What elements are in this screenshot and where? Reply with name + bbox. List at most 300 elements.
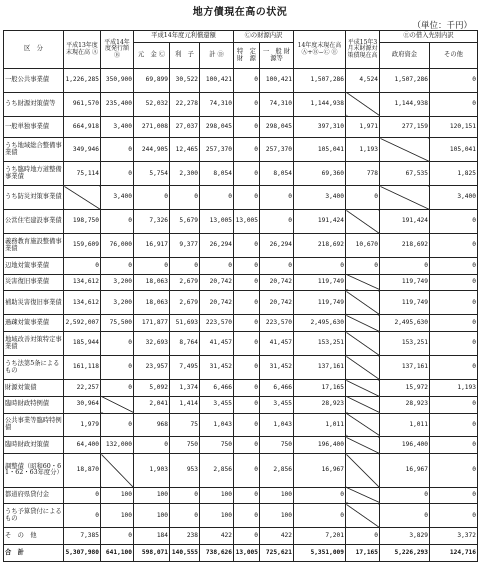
cell-balance-h14: 16,967 (294, 454, 346, 488)
cell-redemption-total: 100 (200, 504, 234, 528)
cell-other-lender: 0 (430, 437, 478, 454)
row-label: 辺地対策事業債 (4, 257, 64, 274)
row-label: うち財源対策債等 (4, 92, 64, 116)
cell-interest: 238 (170, 528, 200, 545)
cell-balance-h13: 22,257 (64, 380, 101, 397)
cell-balance-h14: 69,360 (294, 162, 346, 186)
table-row (4, 92, 478, 116)
cell-redemption-total: 41,457 (200, 332, 234, 356)
header-special-source: 特 定 財 源 (234, 43, 260, 69)
cell-redemption-total: 2,856 (200, 454, 234, 488)
cell-balance-h13: 5,307,980 (64, 545, 101, 562)
cell-special-source: 0 (234, 138, 260, 162)
cell-redemption-total: 0 (200, 257, 234, 274)
row-label: そ の 他 (4, 528, 64, 545)
cell-h15-measures: 1,971 (346, 116, 380, 138)
cell-issued-h14 (101, 454, 134, 488)
cell-other-lender: 0 (430, 274, 478, 291)
cell-principal: 18,063 (134, 274, 170, 291)
cell-special-source: 0 (234, 274, 260, 291)
cell-special-source: 0 (234, 487, 260, 504)
cell-balance-h13: 0 (64, 487, 101, 504)
cell-gov-funds: 0 (380, 504, 430, 528)
cell-other-lender: 0 (430, 454, 478, 488)
table-row (4, 138, 478, 162)
cell-redemption-total: 74,310 (200, 92, 234, 116)
cell-other-lender: 0 (430, 332, 478, 356)
cell-gov-funds: 16,967 (380, 454, 430, 488)
header-other: その他 (430, 43, 478, 69)
cell-gov-funds: 1,507,286 (380, 69, 430, 93)
cell-balance-h13: 961,570 (64, 92, 101, 116)
cell-principal: 184 (134, 528, 170, 545)
row-label: 災害復旧事業債 (4, 274, 64, 291)
cell-interest: 0 (170, 487, 200, 504)
cell-redemption-total: 20,742 (200, 274, 234, 291)
cell-redemption-total: 1,043 (200, 413, 234, 437)
cell-h15-measures: 17,165 (346, 545, 380, 562)
cell-special-source: 0 (234, 234, 260, 258)
cell-redemption-total: 100,421 (200, 69, 234, 93)
cell-general-source: 100 (260, 487, 294, 504)
cell-gov-funds: 3,829 (380, 528, 430, 545)
cell-issued-h14: 75,500 (101, 315, 134, 332)
cell-general-source: 257,370 (260, 138, 294, 162)
cell-balance-h14: 137,161 (294, 356, 346, 380)
row-label: 地域改善対策特定事業債 (4, 332, 64, 356)
header-general-source: 一 般 財源等 (260, 43, 294, 69)
cell-principal: 100 (134, 504, 170, 528)
cell-balance-h14: 3,400 (294, 186, 346, 210)
cell-general-source: 750 (260, 437, 294, 454)
cell-balance-h14: 196,400 (294, 437, 346, 454)
cell-general-source: 26,294 (260, 234, 294, 258)
cell-principal: 16,917 (134, 234, 170, 258)
cell-h15-measures (346, 332, 380, 356)
cell-gov-funds: 1,011 (380, 413, 430, 437)
cell-h15-measures: 0 (346, 186, 380, 210)
cell-balance-h13: 0 (64, 504, 101, 528)
cell-other-lender: 120,151 (430, 116, 478, 138)
cell-principal: 18,063 (134, 291, 170, 315)
cell-issued-h14: 3,400 (101, 116, 134, 138)
cell-gov-funds: 0 (380, 487, 430, 504)
table-row (4, 274, 478, 291)
table-row (4, 291, 478, 315)
row-label: 公営住宅建設事業債 (4, 210, 64, 234)
cell-special-source: 0 (234, 504, 260, 528)
page-title: 地方債現在高の状況 (192, 7, 288, 18)
cell-interest: 140,555 (170, 545, 200, 562)
cell-h15-measures (346, 504, 380, 528)
cell-special-source: 13,005 (234, 210, 260, 234)
cell-redemption-total: 20,742 (200, 291, 234, 315)
table-row (4, 380, 478, 397)
cell-special-source: 0 (234, 69, 260, 93)
cell-balance-h14: 153,251 (294, 332, 346, 356)
cell-principal: 968 (134, 413, 170, 437)
row-label: 臨時財政対策債 (4, 437, 64, 454)
cell-balance-h14: 5,351,009 (294, 545, 346, 562)
cell-other-lender: 0 (430, 291, 478, 315)
cell-interest: 1,374 (170, 380, 200, 397)
row-label: 財源対策債 (4, 380, 64, 397)
cell-h15-measures (346, 274, 380, 291)
cell-general-source: 41,457 (260, 332, 294, 356)
cell-other-lender: 0 (430, 356, 478, 380)
row-label: うち防災対策事業債 (4, 186, 64, 210)
cell-balance-h13: 161,118 (64, 356, 101, 380)
cell-balance-h14: 7,201 (294, 528, 346, 545)
cell-other-lender: 0 (430, 487, 478, 504)
cell-redemption-total: 257,370 (200, 138, 234, 162)
cell-gov-funds (380, 186, 430, 210)
cell-issued-h14: 132,000 (101, 437, 134, 454)
cell-redemption-total: 422 (200, 528, 234, 545)
cell-principal: 0 (134, 186, 170, 210)
cell-gov-funds: 218,692 (380, 234, 430, 258)
cell-interest: 2,679 (170, 274, 200, 291)
cell-redemption-total: 223,570 (200, 315, 234, 332)
unit-label: （単位：千円） (412, 21, 472, 31)
cell-balance-h13: 349,946 (64, 138, 101, 162)
table-row (4, 186, 478, 210)
cell-other-lender: 0 (430, 504, 478, 528)
cell-gov-funds: 137,161 (380, 356, 430, 380)
cell-interest: 27,037 (170, 116, 200, 138)
cell-other-lender: 0 (430, 396, 478, 413)
row-label: 過疎対策事業債 (4, 315, 64, 332)
cell-balance-h13: 0 (64, 257, 101, 274)
cell-gov-funds: 0 (380, 257, 430, 274)
cell-gov-funds: 119,749 (380, 291, 430, 315)
cell-h15-measures: 0 (346, 528, 380, 545)
row-label: うち予算貸付によるもの (4, 504, 64, 528)
cell-redemption-total: 0 (200, 186, 234, 210)
cell-other-lender: 105,041 (430, 138, 478, 162)
cell-balance-h13: 198,750 (64, 210, 101, 234)
cell-principal: 598,071 (134, 545, 170, 562)
cell-redemption-total: 298,045 (200, 116, 234, 138)
table-row (4, 332, 478, 356)
row-label: 義務教育施設整備事業債 (4, 234, 64, 258)
cell-interest: 0 (170, 504, 200, 528)
header-interest: 利 子 (170, 43, 200, 69)
cell-issued-h14: 76,000 (101, 234, 134, 258)
cell-redemption-total: 6,466 (200, 380, 234, 397)
cell-h15-measures (346, 437, 380, 454)
table-row (4, 356, 478, 380)
cell-interest: 953 (170, 454, 200, 488)
cell-issued-h14: 0 (101, 413, 134, 437)
cell-gov-funds: 67,535 (380, 162, 430, 186)
cell-other-lender: 3,372 (430, 528, 478, 545)
header-balance-h13: 平成13年度末現在高 Ⓐ (64, 31, 101, 69)
row-label: 調整債（昭和60・61・62・63年度分） (4, 454, 64, 488)
cell-other-lender: 0 (430, 234, 478, 258)
row-label: 合 計 (4, 545, 64, 562)
cell-balance-h14: 2,495,630 (294, 315, 346, 332)
cell-issued-h14: 3,200 (101, 274, 134, 291)
cell-general-source: 1,043 (260, 413, 294, 437)
row-label: 一般単独事業債 (4, 116, 64, 138)
cell-interest: 22,278 (170, 92, 200, 116)
cell-gov-funds: 191,424 (380, 210, 430, 234)
cell-balance-h13 (64, 186, 101, 210)
cell-general-source: 422 (260, 528, 294, 545)
cell-special-source: 0 (234, 116, 260, 138)
cell-balance-h13: 18,870 (64, 454, 101, 488)
cell-balance-h14: 119,749 (294, 291, 346, 315)
cell-special-source: 0 (234, 528, 260, 545)
cell-general-source: 223,570 (260, 315, 294, 332)
cell-issued-h14: 3,400 (101, 186, 134, 210)
cell-special-source: 0 (234, 396, 260, 413)
cell-h15-measures (346, 396, 380, 413)
table-row (4, 162, 478, 186)
table-row (4, 454, 478, 488)
table-row (4, 116, 478, 138)
header-h15-measures: 平成15年3月末財源対策債現在高 (346, 31, 380, 69)
cell-principal: 171,877 (134, 315, 170, 332)
cell-balance-h14: 191,424 (294, 210, 346, 234)
cell-gov-funds: 5,226,293 (380, 545, 430, 562)
cell-balance-h13: 134,612 (64, 291, 101, 315)
cell-balance-h13: 1,226,285 (64, 69, 101, 93)
cell-general-source: 20,742 (260, 274, 294, 291)
cell-principal: 0 (134, 257, 170, 274)
cell-h15-measures (346, 413, 380, 437)
bond-balance-table (3, 30, 478, 562)
cell-interest: 12,465 (170, 138, 200, 162)
row-label: うち法第5条によるもの (4, 356, 64, 380)
cell-general-source: 2,856 (260, 454, 294, 488)
cell-interest: 0 (170, 257, 200, 274)
cell-issued-h14: 0 (101, 210, 134, 234)
cell-general-source: 3,455 (260, 396, 294, 413)
cell-h15-measures (346, 291, 380, 315)
cell-balance-h14: 218,692 (294, 234, 346, 258)
header-source-group: Ⓒの財源内訳 (234, 31, 294, 43)
cell-other-lender: 0 (430, 69, 478, 93)
cell-balance-h13: 64,400 (64, 437, 101, 454)
cell-interest: 2,300 (170, 162, 200, 186)
cell-gov-funds: 15,972 (380, 380, 430, 397)
cell-special-source: 0 (234, 454, 260, 488)
cell-balance-h13: 664,918 (64, 116, 101, 138)
table-row (4, 528, 478, 545)
cell-general-source: 0 (260, 257, 294, 274)
cell-interest: 9,377 (170, 234, 200, 258)
cell-special-source: 0 (234, 291, 260, 315)
row-label: うち臨時地方道整備事業債 (4, 162, 64, 186)
cell-principal: 5,754 (134, 162, 170, 186)
cell-redemption-total: 3,455 (200, 396, 234, 413)
cell-interest: 75 (170, 413, 200, 437)
cell-principal: 32,693 (134, 332, 170, 356)
cell-h15-measures: 0 (346, 257, 380, 274)
header-lender-group: Ⓔの借入先別内訳 (380, 31, 478, 43)
cell-interest: 750 (170, 437, 200, 454)
row-label: うち地域総合整備事業債 (4, 138, 64, 162)
cell-special-source: 0 (234, 162, 260, 186)
cell-gov-funds: 277,159 (380, 116, 430, 138)
cell-balance-h14: 28,923 (294, 396, 346, 413)
cell-special-source: 0 (234, 332, 260, 356)
cell-balance-h13: 1,979 (64, 413, 101, 437)
cell-interest: 1,414 (170, 396, 200, 413)
cell-redemption-total: 13,005 (200, 210, 234, 234)
cell-issued-h14: 235,400 (101, 92, 134, 116)
cell-general-source: 8,054 (260, 162, 294, 186)
cell-principal: 0 (134, 437, 170, 454)
cell-balance-h13: 134,612 (64, 274, 101, 291)
cell-balance-h13: 2,592,007 (64, 315, 101, 332)
cell-general-source: 725,621 (260, 545, 294, 562)
cell-principal: 7,326 (134, 210, 170, 234)
cell-balance-h14: 1,011 (294, 413, 346, 437)
cell-balance-h13: 75,114 (64, 162, 101, 186)
cell-redemption-total: 100 (200, 487, 234, 504)
cell-principal: 1,903 (134, 454, 170, 488)
cell-redemption-total: 738,626 (200, 545, 234, 562)
cell-redemption-total: 750 (200, 437, 234, 454)
cell-issued-h14: 0 (101, 138, 134, 162)
cell-special-source: 0 (234, 380, 260, 397)
cell-interest: 5,679 (170, 210, 200, 234)
cell-general-source: 100 (260, 504, 294, 528)
cell-principal: 5,092 (134, 380, 170, 397)
cell-interest: 8,764 (170, 332, 200, 356)
cell-general-source: 298,045 (260, 116, 294, 138)
cell-balance-h14: 1,144,938 (294, 92, 346, 116)
cell-h15-measures (346, 315, 380, 332)
cell-issued-h14: 0 (101, 380, 134, 397)
cell-other-lender: 3,400 (430, 186, 478, 210)
cell-h15-measures (346, 487, 380, 504)
cell-issued-h14: 641,100 (101, 545, 134, 562)
cell-h15-measures: 1,193 (346, 138, 380, 162)
cell-gov-funds: 2,495,630 (380, 315, 430, 332)
cell-balance-h14: 0 (294, 504, 346, 528)
cell-issued-h14: 0 (101, 332, 134, 356)
cell-special-source: 0 (234, 315, 260, 332)
cell-principal: 23,957 (134, 356, 170, 380)
cell-special-source: 0 (234, 257, 260, 274)
header-balance-h14: 14年度末現在高 Ⓐ+Ⓑ−Ⓒ Ⓔ (294, 31, 346, 69)
cell-principal: 100 (134, 487, 170, 504)
cell-issued-h14: 0 (101, 162, 134, 186)
cell-principal: 244,905 (134, 138, 170, 162)
cell-other-lender: 124,716 (430, 545, 478, 562)
cell-interest: 30,522 (170, 69, 200, 93)
cell-h15-measures (346, 356, 380, 380)
table-row (4, 487, 478, 504)
cell-redemption-total: 26,294 (200, 234, 234, 258)
cell-general-source: 0 (260, 210, 294, 234)
cell-other-lender: 0 (430, 257, 478, 274)
cell-balance-h14: 1,507,286 (294, 69, 346, 93)
cell-principal: 69,899 (134, 69, 170, 93)
row-label: 臨時財政特例債 (4, 396, 64, 413)
total-row (4, 545, 478, 562)
table-row (4, 413, 478, 437)
cell-gov-funds: 196,400 (380, 437, 430, 454)
cell-gov-funds (380, 138, 430, 162)
table-row (4, 437, 478, 454)
table-row (4, 257, 478, 274)
cell-issued-h14: 0 (101, 257, 134, 274)
cell-gov-funds: 119,749 (380, 274, 430, 291)
cell-gov-funds: 153,251 (380, 332, 430, 356)
cell-special-source: 0 (234, 413, 260, 437)
cell-general-source: 100,421 (260, 69, 294, 93)
cell-interest: 51,693 (170, 315, 200, 332)
cell-balance-h14: 397,310 (294, 116, 346, 138)
header-principal: 元 金 Ⓒ (134, 43, 170, 69)
row-label: 公共事業等臨時特例債 (4, 413, 64, 437)
cell-balance-h13: 30,964 (64, 396, 101, 413)
cell-issued-h14: 100 (101, 504, 134, 528)
cell-other-lender: 1,825 (430, 162, 478, 186)
cell-interest: 2,679 (170, 291, 200, 315)
cell-balance-h14: 105,041 (294, 138, 346, 162)
header-issued-h14: 平成14年度発行額 Ⓑ (101, 31, 134, 69)
cell-balance-h14: 0 (294, 257, 346, 274)
cell-general-source: 0 (260, 186, 294, 210)
cell-other-lender: 0 (430, 92, 478, 116)
cell-special-source: 0 (234, 356, 260, 380)
cell-other-lender: 1,193 (430, 380, 478, 397)
header-gov-funds: 政府資金 (380, 43, 430, 69)
cell-interest: 0 (170, 186, 200, 210)
cell-h15-measures (346, 454, 380, 488)
cell-general-source: 74,310 (260, 92, 294, 116)
cell-balance-h13: 7,385 (64, 528, 101, 545)
cell-special-source: 0 (234, 92, 260, 116)
table-row (4, 315, 478, 332)
cell-balance-h14: 17,165 (294, 380, 346, 397)
cell-issued-h14: 350,900 (101, 69, 134, 93)
cell-balance-h13: 159,609 (64, 234, 101, 258)
cell-interest: 7,495 (170, 356, 200, 380)
cell-gov-funds: 28,923 (380, 396, 430, 413)
cell-general-source: 20,742 (260, 291, 294, 315)
cell-balance-h13: 185,944 (64, 332, 101, 356)
cell-h15-measures: 778 (346, 162, 380, 186)
cell-h15-measures: 10,670 (346, 234, 380, 258)
table-row (4, 234, 478, 258)
cell-issued-h14: 3,200 (101, 291, 134, 315)
header-category: 区 分 (4, 31, 64, 69)
table-row (4, 69, 478, 93)
cell-gov-funds: 1,144,938 (380, 92, 430, 116)
cell-redemption-total: 8,054 (200, 162, 234, 186)
cell-special-source: 13,005 (234, 545, 260, 562)
row-label: 補助災害復旧事業債 (4, 291, 64, 315)
cell-general-source: 6,466 (260, 380, 294, 397)
cell-other-lender: 0 (430, 210, 478, 234)
table-row (4, 504, 478, 528)
row-label: 一般公共事業債 (4, 69, 64, 93)
row-label: 都道府県貸付金 (4, 487, 64, 504)
cell-principal: 2,041 (134, 396, 170, 413)
cell-general-source: 31,452 (260, 356, 294, 380)
cell-balance-h14: 119,749 (294, 274, 346, 291)
cell-issued-h14 (101, 396, 134, 413)
cell-special-source: 0 (234, 186, 260, 210)
table-row (4, 210, 478, 234)
